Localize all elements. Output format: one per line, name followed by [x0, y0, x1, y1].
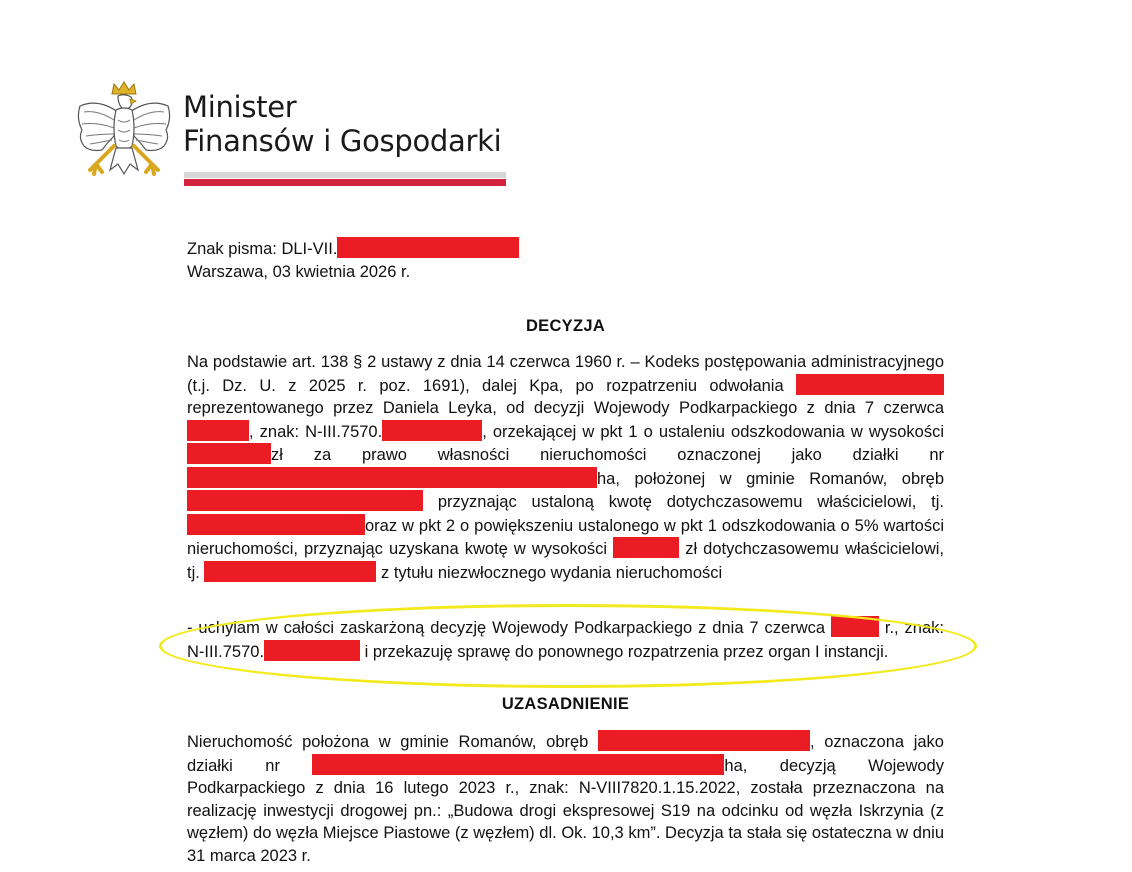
text-segment: zł za prawo własności nieruchomości oznaczonej jako działki nr [271, 446, 944, 464]
redaction-box [187, 514, 365, 535]
place-and-date: Warszawa, 03 kwietnia 2026 r. [187, 262, 411, 281]
text-segment: oraz w pkt 2 o powiększeniu ustalonego w pkt 1 odszkodowania o 5% wartości nieruchomości, przyznając uzyskana kwotę w wysokości [187, 516, 944, 558]
redaction-box [187, 443, 271, 464]
redaction-box [187, 490, 423, 511]
text-segment: , orzekającej w pkt 1 o ustaleniu odszkodowania w wysokości [482, 422, 944, 441]
ministry-line-1: Minister [183, 90, 297, 124]
text-segment: r., znak: N-III.7570. [187, 619, 944, 661]
redaction-box [187, 467, 597, 488]
ministry-line-2: Finansów i Gospodarki [183, 124, 502, 158]
text-segment: reprezentowanego przez Daniela Leyka, od decyzji Wojewody Podkarpackiego z dnia 7 czerwca [187, 399, 944, 417]
text-segment: Nieruchomość położona w gminie Romanów, obręb [187, 733, 599, 751]
text-segment: przyznając ustaloną kwotę dotychczasowemu właścicielowi, tj. [423, 493, 944, 511]
justification-text [187, 730, 944, 867]
decision-title: DECYZJA [525, 317, 606, 335]
text-segment: i przekazuję sprawę do ponownego rozpatrzenia przez organ I instancji. [360, 642, 889, 661]
text-segment: ha, położonej w gminie Romanów, obręb [597, 469, 944, 488]
redaction-box [312, 754, 724, 775]
document-meta [187, 237, 944, 283]
header-divider [184, 172, 506, 186]
justification-title: UZASADNIENIE [501, 695, 630, 713]
reference-label: Znak pisma: DLI-VII. [187, 240, 338, 258]
ministry-name [183, 90, 501, 158]
polish-white-eagle-icon [74, 80, 174, 186]
redaction-box [382, 420, 482, 441]
reference-number [187, 237, 944, 261]
text-segment: , znak: N-III.7570. [249, 422, 383, 441]
text-segment: Na podstawie art. 138 § 2 ustawy z dnia 14 czerwca 1960 r. – Kodeks postępowania administracyjnego (t.j. Dz. U. z 2025 r. poz. 1691), dalej Kpa, po rozpatrzeniu odwołania [187, 353, 944, 395]
text-segment: zł dotychczasowemu właścicielowi, tj. [187, 540, 944, 582]
redaction-box [613, 537, 679, 558]
redaction-box [598, 730, 810, 751]
highlight-ellipse [159, 604, 977, 688]
text-segment: , oznaczona jako działki nr [187, 733, 944, 775]
header-divider-red [184, 179, 506, 186]
redaction-box [204, 561, 376, 582]
redaction-box [337, 237, 519, 258]
text-segment: z tytułu niezwłocznego wydania nieruchomości [376, 563, 723, 582]
text-segment: ha, decyzją Wojewody Podkarpackiego z dnia 16 lutego 2023 r., znak: N-VIII7820.1.15.2022, została przeznaczona na realizację inwestycji drogowej pn.: „Budowa drogi ekspresowej S19 na odcinku od węzła Iskrzynia (z węzłem) do węzła Miejsce Piastowe (z węzłem) dl. Ok. 10,3 km”. Decyzja ta stała się ostateczna w dniu 31 marca 2023 r. [187, 756, 944, 865]
decision-basis-text [187, 351, 944, 584]
decision-paragraph [187, 351, 944, 584]
redaction-box [796, 374, 944, 395]
justification-paragraph [187, 730, 944, 867]
header-divider-grey [184, 172, 506, 178]
text-segment: - uchylam w całości zaskarżoną decyzję Wojewody Podkarpackiego z dnia 7 czerwca [187, 619, 831, 637]
redaction-box [187, 420, 249, 441]
